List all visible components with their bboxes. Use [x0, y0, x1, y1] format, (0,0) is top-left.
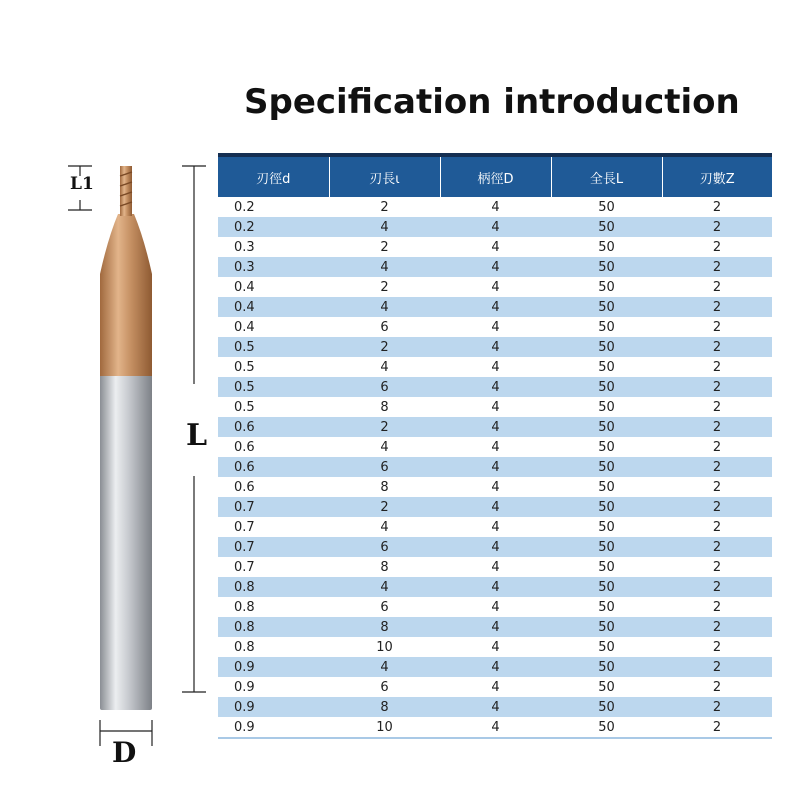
table-cell: 0.8 [218, 577, 329, 597]
table-cell: 6 [329, 317, 440, 337]
table-cell: 0.6 [218, 437, 329, 457]
table-cell: 6 [329, 677, 440, 697]
table-cell: 0.6 [218, 457, 329, 477]
table-cell: 4 [440, 597, 551, 617]
table-cell: 2 [662, 257, 772, 277]
table-row [218, 577, 772, 597]
table-row [218, 377, 772, 397]
table-cell: 0.9 [218, 717, 329, 737]
table-cell: 50 [551, 497, 662, 517]
table-cell: 50 [551, 257, 662, 277]
table-cell: 4 [440, 577, 551, 597]
table-cell: 0.8 [218, 597, 329, 617]
table-cell: 50 [551, 317, 662, 337]
table-cell: 8 [329, 557, 440, 577]
table-cell: 4 [329, 357, 440, 377]
table-cell: 50 [551, 297, 662, 317]
table-row [218, 697, 772, 717]
table-cell: 0.8 [218, 617, 329, 637]
table-row [218, 477, 772, 497]
table-cell: 2 [662, 677, 772, 697]
table-cell: 4 [329, 657, 440, 677]
table-cell: 4 [440, 717, 551, 737]
table-cell: 0.5 [218, 357, 329, 377]
table-cell: 2 [662, 357, 772, 377]
table-row [218, 397, 772, 417]
table-cell: 2 [662, 397, 772, 417]
table-row [218, 257, 772, 277]
table-cell: 0.7 [218, 517, 329, 537]
table-cell: 2 [662, 297, 772, 317]
table-cell: 50 [551, 697, 662, 717]
table-cell: 4 [440, 377, 551, 397]
table-row [218, 357, 772, 377]
table-cell: 4 [329, 517, 440, 537]
table-cell: 0.3 [218, 257, 329, 277]
table-cell: 2 [662, 657, 772, 677]
table-cell: 0.8 [218, 637, 329, 657]
table-cell: 50 [551, 657, 662, 677]
table-cell: 10 [329, 637, 440, 657]
table-cell: 2 [662, 217, 772, 237]
table-cell: 50 [551, 437, 662, 457]
table-cell: 4 [440, 537, 551, 557]
coated-shank [100, 282, 152, 376]
table-cell: 0.5 [218, 377, 329, 397]
table-cell: 0.6 [218, 477, 329, 497]
table-cell: 0.7 [218, 537, 329, 557]
table-cell: 2 [662, 517, 772, 537]
table-cell: 2 [662, 377, 772, 397]
table-cell: 50 [551, 637, 662, 657]
table-cell: 2 [329, 337, 440, 357]
table-cell: 4 [440, 697, 551, 717]
header-cutting-diameter: 刃徑d [218, 157, 329, 197]
table-cell: 50 [551, 717, 662, 737]
header-overall-length: 全長L [551, 157, 662, 197]
table-cell: 4 [440, 657, 551, 677]
table-cell: 2 [662, 437, 772, 457]
table-cell: 2 [662, 197, 772, 217]
table-cell: 50 [551, 477, 662, 497]
table-cell: 4 [440, 437, 551, 457]
table-cell: 4 [440, 457, 551, 477]
dimension-label-l: L [186, 418, 208, 453]
table-row [218, 437, 772, 457]
table-cell: 0.9 [218, 657, 329, 677]
table-cell: 50 [551, 557, 662, 577]
dimension-label-d: D [112, 736, 137, 769]
table-cell: 50 [551, 417, 662, 437]
page-title: Specification introduction [244, 82, 740, 122]
table-cell: 6 [329, 457, 440, 477]
table-cell: 4 [329, 437, 440, 457]
table-cell: 4 [440, 397, 551, 417]
table-cell: 50 [551, 237, 662, 257]
table-cell: 2 [662, 717, 772, 737]
table-cell: 4 [329, 577, 440, 597]
table-row [218, 657, 772, 677]
table-cell: 2 [329, 417, 440, 437]
table-cell: 2 [662, 457, 772, 477]
table-row [218, 637, 772, 657]
table-cell: 2 [662, 697, 772, 717]
table-row [218, 457, 772, 477]
neck-taper [100, 214, 152, 284]
table-cell: 0.4 [218, 317, 329, 337]
table-cell: 0.4 [218, 297, 329, 317]
table-cell: 4 [440, 337, 551, 357]
table-cell: 4 [440, 617, 551, 637]
table-cell: 4 [440, 637, 551, 657]
table-row [218, 337, 772, 357]
table-cell: 50 [551, 357, 662, 377]
header-flute-count: 刃數Z [662, 157, 772, 197]
table-cell: 6 [329, 537, 440, 557]
table-cell: 8 [329, 477, 440, 497]
table-row [218, 317, 772, 337]
table-cell: 0.6 [218, 417, 329, 437]
table-cell: 0.7 [218, 557, 329, 577]
table-row [218, 557, 772, 577]
end-mill-illustration [0, 0, 220, 800]
table-cell: 2 [662, 537, 772, 557]
table-cell: 2 [662, 317, 772, 337]
table-cell: 4 [329, 297, 440, 317]
table-cell: 4 [440, 297, 551, 317]
table-cell: 50 [551, 517, 662, 537]
table-cell: 0.3 [218, 237, 329, 257]
table-cell: 0.9 [218, 697, 329, 717]
table-cell: 4 [440, 217, 551, 237]
end-mill-diagram [0, 0, 220, 800]
table-cell: 10 [329, 717, 440, 737]
table-cell: 50 [551, 577, 662, 597]
table-row [218, 517, 772, 537]
table-row [218, 197, 772, 217]
table-cell: 4 [329, 257, 440, 277]
table-cell: 2 [662, 417, 772, 437]
table-cell: 2 [662, 277, 772, 297]
table-cell: 4 [440, 197, 551, 217]
table-cell: 50 [551, 337, 662, 357]
table-cell: 2 [662, 557, 772, 577]
specification-table [218, 153, 772, 739]
header-cutting-length: 刃長ι [329, 157, 440, 197]
table-cell: 0.7 [218, 497, 329, 517]
table-cell: 2 [662, 337, 772, 357]
table-row [218, 597, 772, 617]
table-row [218, 237, 772, 257]
table-cell: 0.9 [218, 677, 329, 697]
table-cell: 2 [662, 637, 772, 657]
table-row [218, 217, 772, 237]
table-cell: 2 [662, 617, 772, 637]
table-cell: 2 [662, 497, 772, 517]
table-cell: 50 [551, 537, 662, 557]
table-cell: 2 [329, 237, 440, 257]
table-cell: 4 [329, 217, 440, 237]
table-cell: 4 [440, 477, 551, 497]
table-cell: 4 [440, 257, 551, 277]
table-row [218, 617, 772, 637]
table-cell: 2 [329, 277, 440, 297]
table-cell: 50 [551, 377, 662, 397]
table-cell: 50 [551, 197, 662, 217]
table-cell: 4 [440, 317, 551, 337]
table-cell: 50 [551, 677, 662, 697]
table-cell: 4 [440, 237, 551, 257]
table-row [218, 677, 772, 697]
table-cell: 4 [440, 677, 551, 697]
table-cell: 2 [662, 477, 772, 497]
table-row [218, 297, 772, 317]
table-row [218, 537, 772, 557]
table-header-row [218, 157, 772, 197]
table-cell: 2 [329, 497, 440, 517]
table-row [218, 717, 772, 737]
table-cell: 50 [551, 217, 662, 237]
table-cell: 8 [329, 697, 440, 717]
table-cell: 2 [662, 577, 772, 597]
table-cell: 4 [440, 497, 551, 517]
header-shank-diameter: 柄徑D [440, 157, 551, 197]
table-cell: 4 [440, 357, 551, 377]
table-cell: 0.5 [218, 397, 329, 417]
table-cell: 50 [551, 597, 662, 617]
table-cell: 8 [329, 617, 440, 637]
table-row [218, 417, 772, 437]
table-cell: 0.4 [218, 277, 329, 297]
table-cell: 50 [551, 277, 662, 297]
table-cell: 4 [440, 417, 551, 437]
table-cell: 8 [329, 397, 440, 417]
shank [100, 374, 152, 710]
table-cell: 0.2 [218, 197, 329, 217]
table-cell: 6 [329, 377, 440, 397]
table-cell: 4 [440, 557, 551, 577]
table-cell: 2 [662, 237, 772, 257]
table-cell: 50 [551, 397, 662, 417]
table-cell: 0.5 [218, 337, 329, 357]
table-row [218, 277, 772, 297]
table-cell: 6 [329, 597, 440, 617]
table-row [218, 497, 772, 517]
table-cell: 50 [551, 617, 662, 637]
table-cell: 2 [329, 197, 440, 217]
table-body [218, 197, 772, 737]
dimension-label-l1: L1 [70, 174, 94, 194]
table-cell: 4 [440, 277, 551, 297]
table-cell: 4 [440, 517, 551, 537]
table-cell: 50 [551, 457, 662, 477]
table-cell: 2 [662, 597, 772, 617]
table-cell: 0.2 [218, 217, 329, 237]
